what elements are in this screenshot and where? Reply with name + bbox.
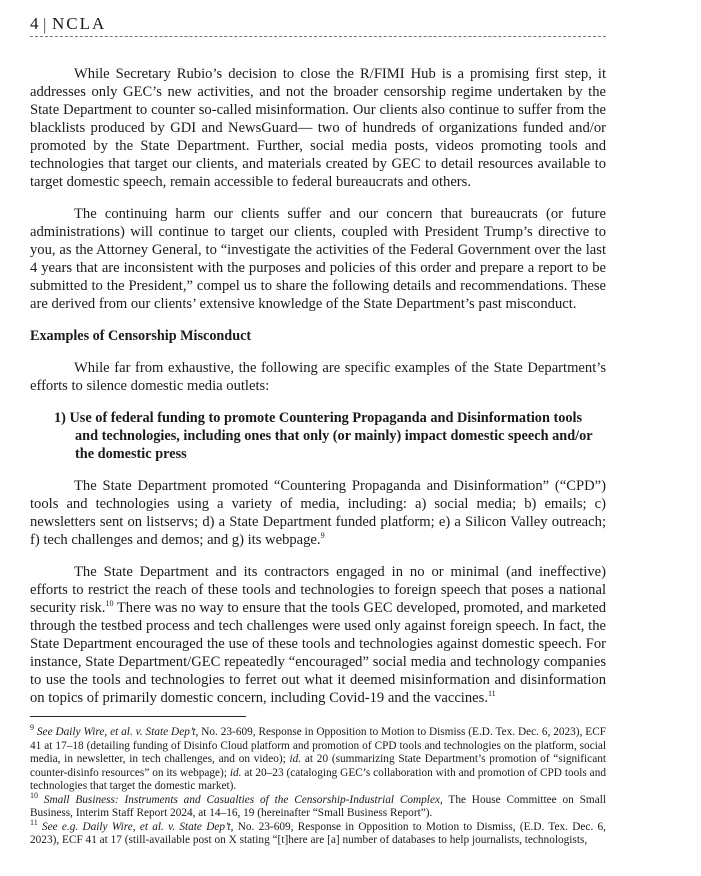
- footnote-9-id-2: id.: [229, 766, 242, 779]
- footnote-9-text: , No. 23-609, Response in Opposition to Motion to Dismiss (E.D. Tex. Dec. 6, 2023), ECF 41 at 17–18 (detailing funding of Disinfo Cloud platform and promotion of CPD tools and technologies on the platform, social media, in newsletter, in tech challenges, and on video);: [30, 726, 607, 765]
- footnote-ref-11: 11: [487, 689, 496, 699]
- footnote-11-number: 11: [30, 817, 38, 827]
- footnote-9: [30, 723, 607, 794]
- paragraph-4-text: The State Department promoted “Countering Propaganda and Disinformation” (“CPD”) tools and technologies using a variety of media, including: a) social media; b) emails; c) newsletters sent on listservs; d) a State Department funded platform; e) a Silicon Valley outreach; f) tech challenges and demos; and g) its webpage.: [30, 478, 606, 548]
- paragraph-5-text-b: There was no way to ensure that the tools GEC developed, promoted, and marketed through the testbed process and tech challenges were used only against foreign speech. In fact, the State Department encouraged the use of these tools and technologies against domestic speech. For instance, State Department/GEC repeatedly “encouraged” social media and technology companies to use the tools and technologies to ferret out what it deemed misinformation and disinformation on topics of primarily domestic concern, including Covid-19 and the vaccines.: [30, 600, 606, 706]
- footnote-divider: [30, 716, 246, 717]
- paragraph-3: While far from exhaustive, the following are specific examples of the State Department’s efforts to silence domestic media outlets:: [30, 360, 606, 394]
- paragraph-5: [30, 563, 606, 707]
- footnotes: [30, 723, 607, 848]
- footnote-9-number: 9: [30, 723, 34, 733]
- page-body: [30, 65, 606, 707]
- footnote-11-text: , No. 23-609, Response in Opposition to Motion to Dismiss, (E.D. Tex. Dec. 6, 2023), ECF 41 at 17 (still-available post on X stating “[t]here are [a] number of databases to help journalists, technologists,: [30, 820, 606, 846]
- paragraph-1: While Secretary Rubio’s decision to close the R/FIMI Hub is a promising first step, it addresses only GEC’s new activities, and not the broader censorship regime undertaken by the State Department to counter so-called misinformation. Our clients also continue to suffer from the blacklists produced by GDI and NewsGuard— two of hundreds of organizations funded and/or promoted by the State Department. Further, social media posts, videos promoting tools and technologies that target our clients, and materials created by GEC to detail resources available to target domestic speech, remain accessible to federal bureaucrats and others.: [30, 66, 606, 190]
- list-item-heading-1: 1) Use of federal funding to promote Countering Propaganda and Disinformation tools and technologies, including ones that only (or mainly) impact domestic speech and/or the domestic press: [54, 410, 593, 462]
- footnote-9-id-1: id.: [289, 753, 302, 765]
- paragraph-2: The continuing harm our clients suffer and our concern that bureaucrats (or future administrations) will continue to target our clients, coupled with President Trump’s directive to you, as the Attorney General, to “investigate the activities of the Federal Government over the last 4 years that are inconsistent with the purposes and policies of this order and prepare a report to be submitted to the President,” compel us to share the following details and recommendations. These are derived from our clients’ extensive knowledge of the State Department’s past misconduct.: [30, 206, 606, 312]
- footnote-10-number: 10: [30, 790, 38, 800]
- page-header: [30, 12, 606, 37]
- paragraph-4: [30, 477, 606, 549]
- footnote-9-text-3: at 20–23 (cataloging GEC’s collaboration with and promotion of CPD tools and technologies that target the domestic market).: [30, 766, 606, 792]
- section-heading: Examples of Censorship Misconduct: [30, 328, 252, 344]
- footnote-11-citation: See e.g. Daily Wire, et al. v. State Dep’t: [41, 820, 231, 833]
- footnote-9-text-2: at 20 (summarizing State Department’s promotion of “significant counter-disinfo resources” on its webpage);: [30, 753, 606, 779]
- footnote-10-text: , The House Committee on Small Business, Interim Staff Report 2024, at 14–16, 19 (hereinafter “Small Business Report”).: [30, 793, 607, 819]
- paragraph-5-text-a: The State Department and its contractors engaged in no or minimal (and ineffective) efforts to restrict the reach of these tools and technologies to foreign speech that poses a national security risk.: [30, 564, 606, 616]
- footnote-ref-9: 9: [320, 531, 325, 541]
- footnote-11: [30, 817, 606, 848]
- header-separator: |: [43, 15, 47, 34]
- header-org-name: NCLA: [52, 14, 107, 33]
- footnote-10-citation: Small Business: Instruments and Casualties of the Censorship-Industrial Complex: [43, 793, 440, 806]
- footnote-10: [30, 790, 607, 821]
- footnote-9-citation: See Daily Wire, et al. v. State Dep’t: [36, 726, 196, 738]
- page-number: 4: [30, 14, 39, 33]
- footnote-ref-10: 10: [105, 599, 114, 609]
